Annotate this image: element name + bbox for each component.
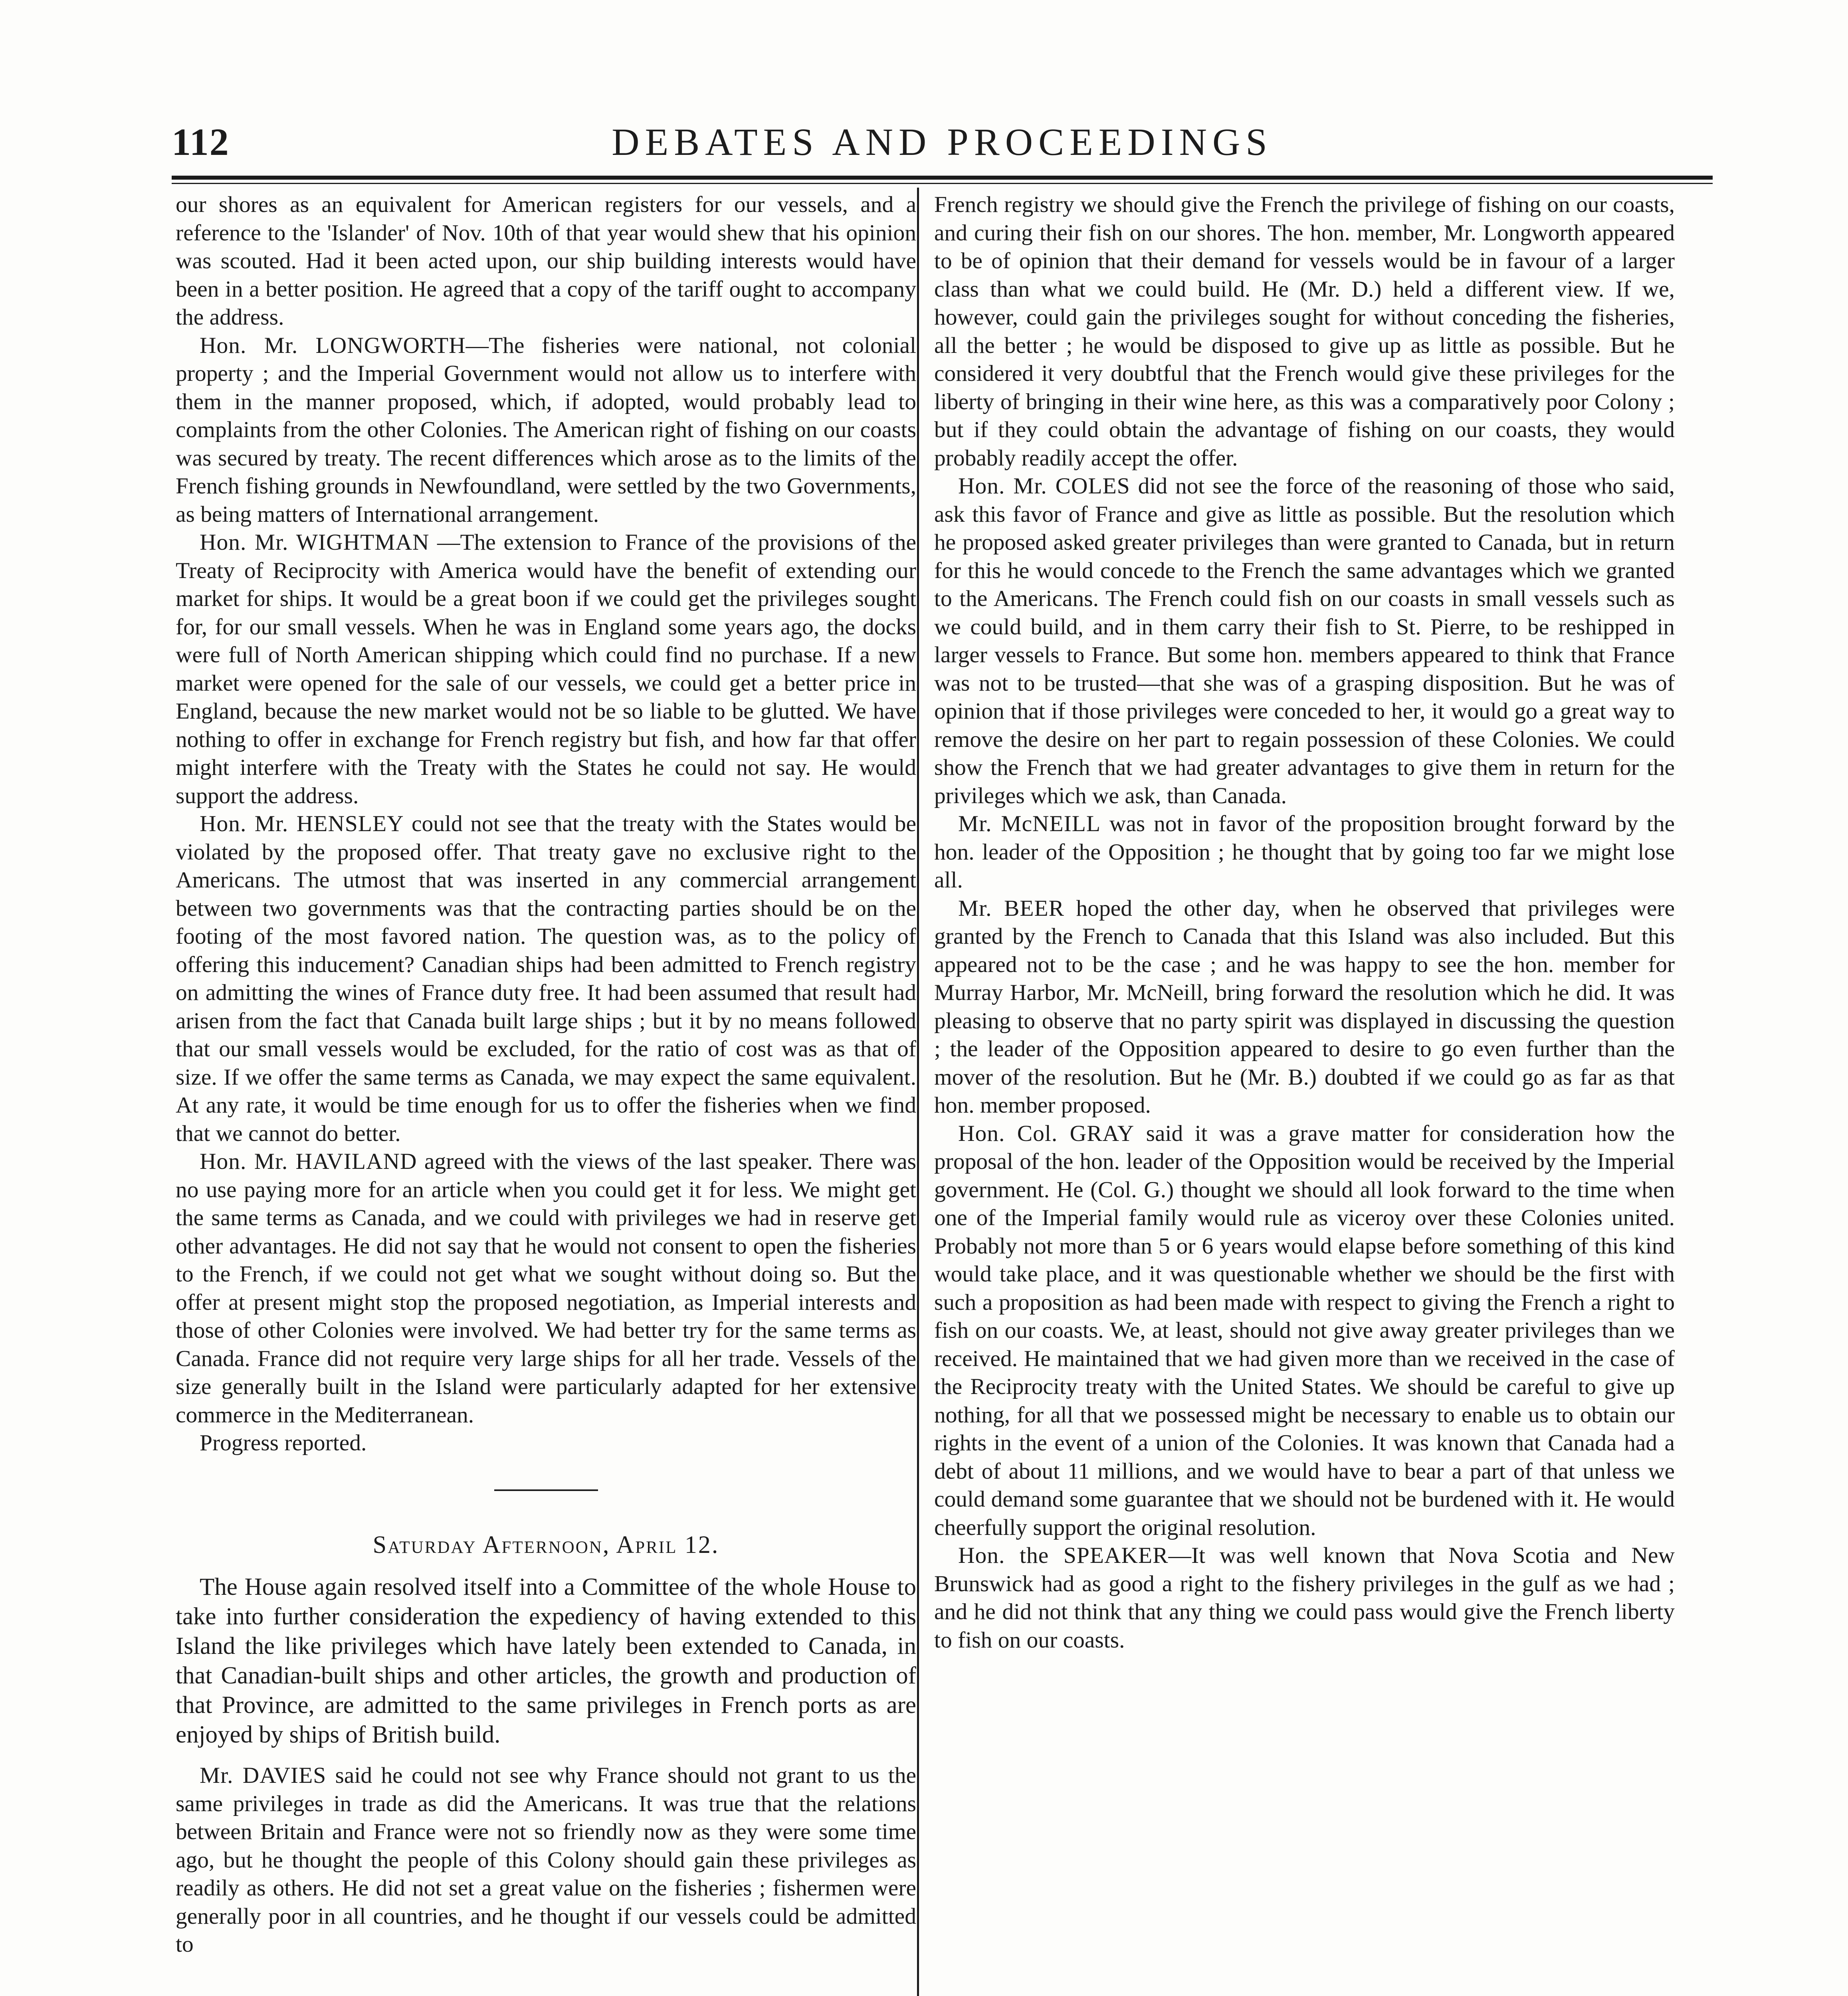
speaker-name: Mr. BEER	[958, 895, 1064, 921]
paragraph-text: could not see that the treaty with the States would be violated by the proposed offer. That treaty gave no exclusive right to the Americans. The utmost that was inserted in any commercial arrangement between two governments was that the contracting parties should be on the footing of the most favored nation. The question was, as to the policy of offering this inducement? Canadian ships had been admitted to French registry on admitting the wines of France duty free. It had been assumed that result had arisen from the fact that Canada built large ships ; but it by no means followed that our small vessels would be excluded, for the ratio of cost was as that of size. If we offer the same terms as Canada, we may expect the same equivalent. At any rate, it would be time enough for us to offer the fisheries when we find that we cannot do better.	[176, 811, 916, 1146]
paragraph	[176, 1762, 916, 1959]
paragraph	[176, 332, 916, 529]
speaker-name: Mr. McNEILL	[958, 811, 1101, 836]
running-head: DEBATES AND PROCEEDINGS	[612, 121, 1273, 163]
header-rule-thin	[172, 183, 1713, 184]
paragraph-text: French registry we should give the French the privilege of fishing on our coasts, and curing their fish on our shores. The hon. member, Mr. Longworth appeared to be of opinion that their demand for vessels would be in favour of a larger class than what we could build. He (Mr. D.) held a different view. If we, however, could gain the privileges sought for without conceding the fisheries, all the better ; he would be disposed to give up as little as possible. But he considered it very doubtful that the French would give these privileges for the liberty of bringing in their wine here, as this was a comparatively poor Colony ; but if they could obtain the advantage of fishing on our coasts, they would probably readily accept the offer.	[934, 192, 1675, 471]
page-number: 112	[172, 121, 230, 163]
speaker-name: Hon. Mr. COLES	[958, 473, 1130, 499]
paragraph-text: —The extension to France of the provisions of the Treaty of Reciprocity with America would have the benefit of extending our market for ships. It would be a great boon if we could get the privileges sought for, for our small vessels. When he was in England some years ago, the docks were full of North American shipping which could find no purchase. If a new market were opened for the sale of our vessels, we could get a better price in England, because the new market would not be so liable to be glutted. We have nothing to offer in exchange for French registry but fish, and how far that offer might interfere with the Treaty with the States he could not say. He would support the address.	[176, 530, 916, 808]
speaker-name: Mr. DAVIES	[200, 1763, 327, 1788]
paragraph	[934, 472, 1675, 810]
header-rule	[172, 176, 1713, 180]
paragraph	[934, 810, 1675, 895]
paragraph	[934, 191, 1675, 472]
paragraph-text: said it was a grave matter for consideration how the proposal of the hon. leader of the Opposition would be received by the Imperial government. He (Col. G.) thought we should all look forward to the time when one of the Imperial family would rule as viceroy over these Colonies united. Probably not more than 5 or 6 years would elapse before something of this kind would take place, and it was questionable whether we should be the first with such a proposition as had been made with respect to giving the French a right to fish on our coasts. We, at least, should not give away greater privileges than we received. He maintained that we had given more than we received in the case of the Reciprocity treaty with the United States. We should be careful to give up nothing, for all that we possessed might be necessary to enable us to obtain our rights in the event of a union of the Colonies. It was known that Canada had a debt of about 11 millions, and we would have to bear a part of that unless we could demand some guarantee that we should not be burdened with it. He would cheerfully support the original resolution.	[934, 1121, 1675, 1540]
paragraph-text: our shores as an equivalent for American registers for our vessels, and a reference to the 'Islander' of Nov. 10th of that year would shew that his opinion was scouted. Had it been acted upon, our ship building interests would have been in a better position. He agreed that a copy of the tariff ought to accompany the address.	[176, 192, 916, 330]
paragraph-text: was not in favor of the proposition brought forward by the hon. leader of the Opposition ; he thought that by going too far we might lose all.	[934, 811, 1675, 893]
paragraph	[176, 529, 916, 810]
page-header	[172, 120, 1713, 172]
paragraph	[934, 1542, 1675, 1654]
paragraph-text: —It was well known that Nova Scotia and New Brunswick had as good a right to the fishery privileges in the gulf as we had ; and he did not think that any thing we could pass would give the French liberty to fish on our coasts.	[934, 1543, 1675, 1653]
speaker-name: Hon. Mr. HAVILAND	[200, 1149, 417, 1174]
speaker-name: Hon. Col. GRAY	[958, 1121, 1135, 1146]
right-column	[934, 191, 1675, 1654]
speaker-name: Hon. Mr. LONGWORTH	[200, 333, 466, 358]
paragraph	[176, 1148, 916, 1429]
column-divider	[917, 188, 919, 1996]
paragraph-text: said he could not see why France should not grant to us the same privileges in trade as did the Americans. It was true that the relations between Britain and France were not so friendly now as they were some time ago, but he thought the people of this Colony should gain these privileges as readily as others. He did not set a great value on the fisheries ; fishermen were generally poor in all countries, and he thought if our vessels could be admitted to	[176, 1763, 917, 1957]
paragraph-text: —The fisheries were national, not colonial property ; and the Imperial Government would not allow us to interfere with them in the manner proposed, which, if adopted, would probably lead to complaints from the other Colonies. The American right of fishing on our coasts was secured by treaty. The recent differences which arose as to the limits of the French fishing grounds in Newfoundland, were settled by the two Governments, as being matters of International arrangement.	[176, 333, 916, 527]
speaker-name: Hon. Mr. WIGHTMAN	[200, 530, 430, 555]
speaker-name: Hon. the SPEAKER	[958, 1543, 1169, 1568]
paragraph-text: hoped the other day, when he observed that privileges were granted by the French to Canada that this Island was also included. But this appeared not to be the case ; and he was happy to see the hon. member for Murray Harbor, Mr. McNeill, bring forward the resolution which he did. It was pleasing to observe that no party spirit was displayed in discussing the question ; the leader of the Opposition appeared to desire to go even further than the mover of the resolution. But he (Mr. B.) doubted if we could go as far as that hon. member proposed.	[934, 895, 1675, 1118]
progress-reported: Progress reported.	[200, 1430, 367, 1455]
speaker-name: Hon. Mr. HENSLEY	[200, 811, 404, 836]
section-separator	[494, 1489, 598, 1491]
paragraph	[176, 810, 916, 1148]
left-column	[176, 191, 916, 1959]
paragraph	[934, 1120, 1675, 1542]
paragraph	[934, 895, 1675, 1120]
paragraph-text: agreed with the views of the last speaker. There was no use paying more for an article when you could get it for less. We might get the same terms as Canada, and we could with privileges we had in reserve get other advantages. He did not say that he would not consent to open the fisheries to the French, if we could not get what we sought without doing so. But the offer at present might stop the proposed negotiation, as Imperial interests and those of other Colonies were involved. We had better try for the same terms as Canada. France did not require very large ships for all her trade. Vessels of the size generally built in the Island were particularly adapted for her extensive commerce in the Mediterranean.	[176, 1149, 916, 1428]
session-heading: Saturday Afternoon, April 12.	[372, 1531, 719, 1558]
paragraph-text: did not see the force of the reasoning of those who said, ask this favor of France and give as little as possible. But the resolution which he proposed asked greater privileges than were granted to Canada, but in return for this he would concede to the French the same advantages which we granted to the Americans. The French could fish on our coasts in small vessels such as we could build, and in them carry their fish to St. Pierre, to be reshipped in larger vessels to France. But some hon. members appeared to think that France was not to be trusted—that she was of a grasping disposition. But he was of opinion that if those privileges were conceded to her, it would go a great way to remove the desire on her part to regain possession of these Colonies. We could show the French that we had greater advantages to give them in return for the privileges which we ask, than Canada.	[934, 473, 1675, 808]
resolution-text: The House again resolved itself into a Committee of the whole House to take into further consideration the expediency of having extended to this Island the like privileges which have lately been extended to Canada, in that Canadian-built ships and other articles, the growth and production of that Province, are admitted to the same privileges in French ports as are enjoyed by ships of British build.	[176, 1574, 916, 1748]
paragraph	[176, 191, 916, 332]
